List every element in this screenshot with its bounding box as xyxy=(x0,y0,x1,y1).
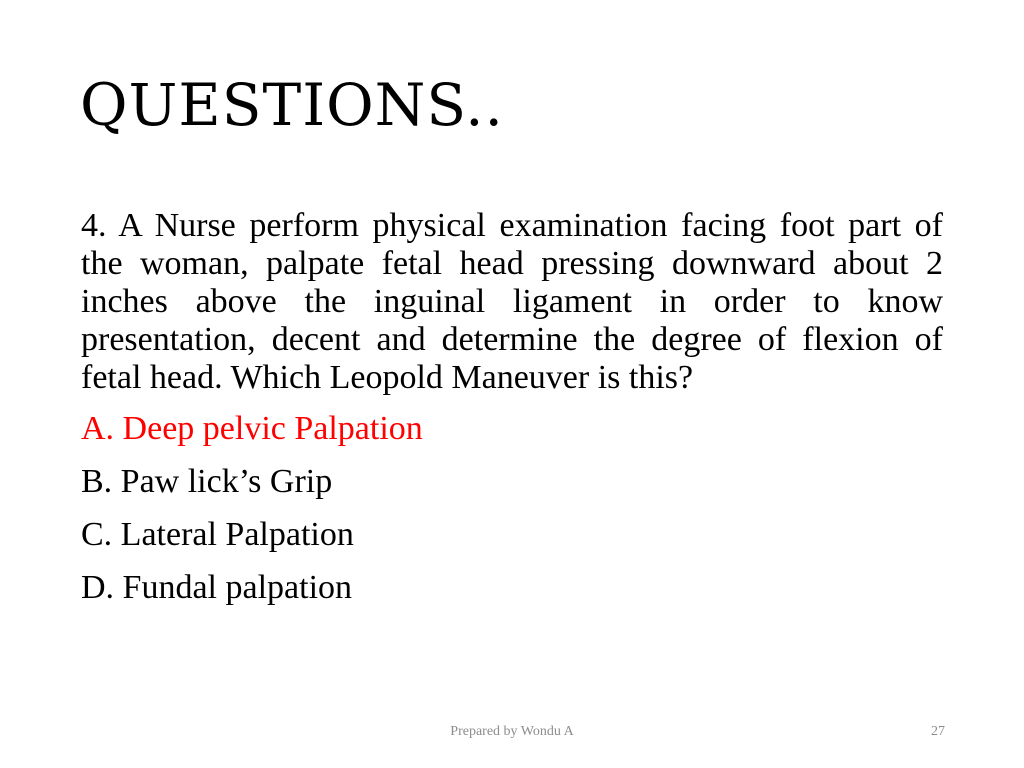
footer-author: Prepared by Wondu A xyxy=(450,724,574,739)
slide-title: QUESTIONS.. xyxy=(80,71,504,139)
slide-number: 27 xyxy=(931,724,945,739)
option-b: B. Paw lick’s Grip xyxy=(81,463,333,500)
question-text: 4. A Nurse perform physical examination facing foot part of the woman, palpate fetal head pressing downward about 2 inches above the inguinal ligament in order to know presentation, decent and determine the degree of flexion of fetal head. Which Leopold Maneuver is this? xyxy=(81,207,943,396)
answer-options xyxy=(81,410,943,607)
option-a-correct: A. Deep pelvic Palpation xyxy=(81,410,423,447)
slide-content xyxy=(81,207,943,622)
option-d: D. Fundal palpation xyxy=(81,569,353,606)
option-c: C. Lateral Palpation xyxy=(81,516,354,553)
